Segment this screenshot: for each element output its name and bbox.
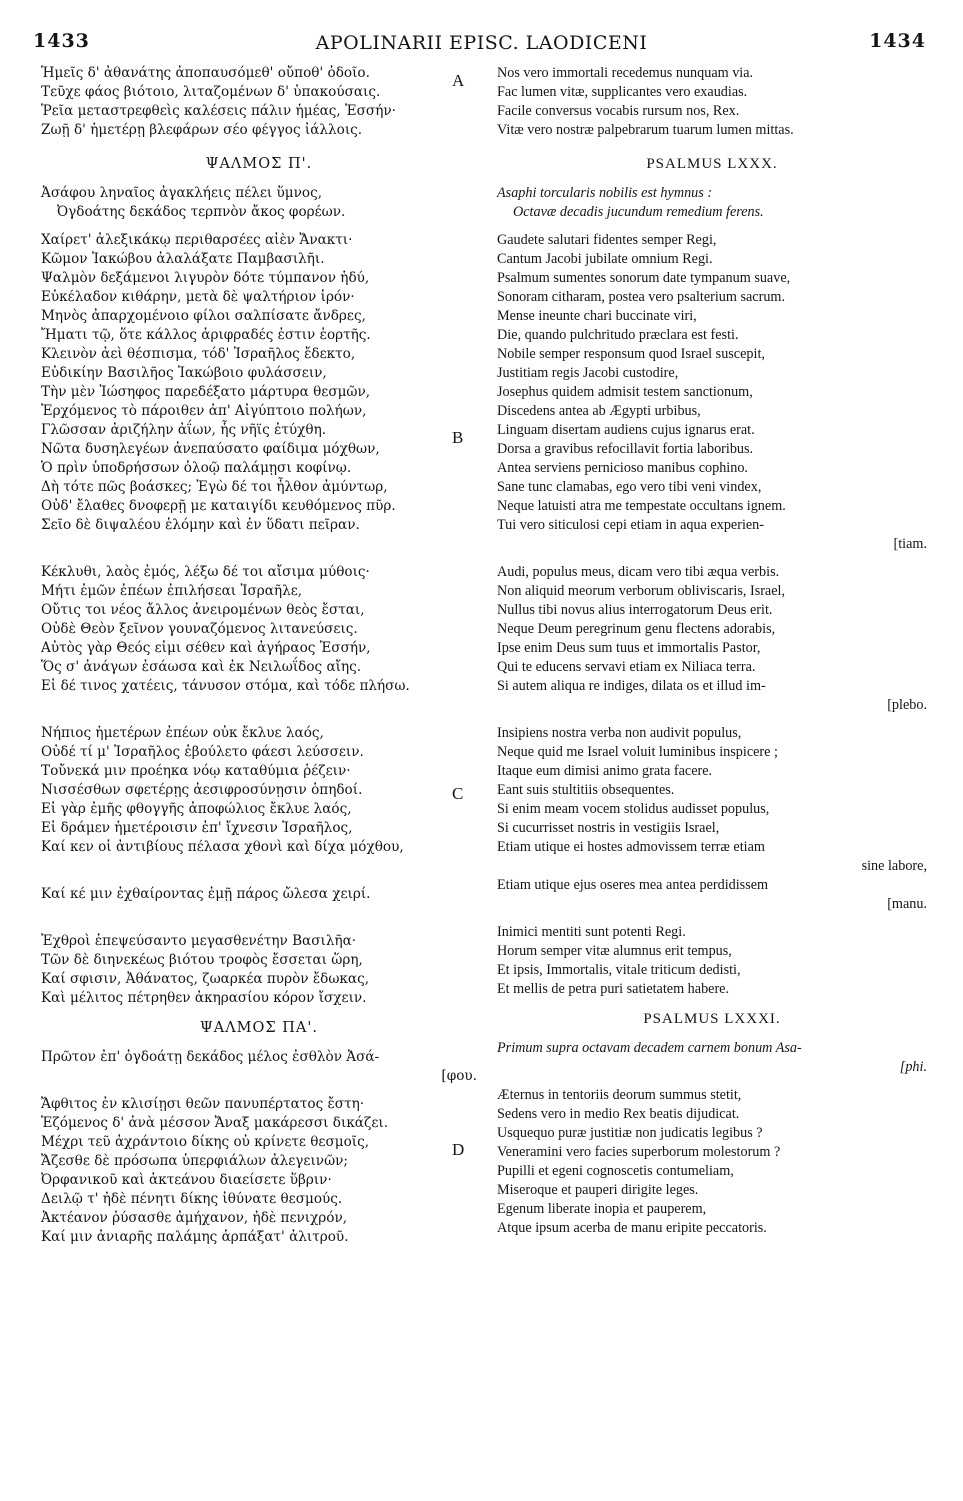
page-number-left: 1433	[33, 30, 90, 52]
text-line: Καί κεν οἱ ἀντιβίους πέλασα χθονὶ καὶ δίχα μόχθου,	[41, 839, 404, 855]
text-line: Et ipsis, Immortalis, vitale triticum dedisti,	[497, 962, 741, 978]
text-line: Καὶ μέλιτος πέτρηθεν ἀκηρασίου κόρον ἴσχειν.	[41, 990, 367, 1006]
text-line: Linguam disertam audiens cujus ignarus erat.	[497, 422, 755, 438]
text-line: Δὴ τότε πῶς βοάσκες; Ἐγὼ δέ τοι ἦλθον ἀμύντωρ,	[41, 479, 388, 495]
text-line: Josephus quidem admisit testem sanctionum,	[497, 384, 753, 400]
text-line: Εἰ δράμεν ἡμετέροισιν ἐπ' ἴχνεσιν Ἰσραῆλος,	[41, 820, 353, 836]
text-line: Αὐτὸς γὰρ Θεός εἰμι σέθεν καὶ ἀγήραος Ἐσσήν,	[41, 640, 371, 656]
text-line: Egenum liberate inopia et pauperem,	[497, 1201, 707, 1217]
text-line: Καί μιν ἀνιαρῆς παλάμης ἁρπάξατ' ἀλιτροῦ.	[41, 1229, 349, 1245]
text-line: Sane tunc clamabas, ego vero tibi veni vindex,	[497, 479, 762, 495]
text-line: Ψαλμὸν δεξάμενοι λιγυρὸν δότε τύμπανον ἡδύ,	[41, 270, 370, 286]
text-line: Καί σφισιν, Ἀθάνατος, ζωαρκέα πυρὸν ἔδωκας,	[41, 971, 370, 987]
text-line: Audi, populus meus, dicam vero tibi æqua verbis.	[497, 564, 780, 580]
text-line: Gaudete salutari fidentes semper Regi,	[497, 232, 717, 248]
text-line: Ὀρφανικοῦ καὶ ἀκτεάνου διαείσετε ὕβριν·	[41, 1172, 332, 1188]
text-line: Usquequo puræ justitiæ non judicatis legibus ?	[497, 1125, 763, 1141]
greek-stanza-3	[41, 724, 477, 857]
psalm-81-intro: [phi.	[899, 1059, 927, 1075]
psalm-81-heading: ΨΑΛΜΟΣ ΠΑ'.	[200, 1020, 318, 1036]
psalm-81-intro: Primum supra octavam decadem carnem bonum Asa-	[497, 1040, 802, 1056]
text-line: Ὅς σ' ἀνάγων ἐσάωσα καὶ ἐκ Νειλωΐδος αἴης.	[41, 659, 362, 675]
psalm-80-intro: Octavæ decadis jucundum remedium ferens.	[513, 204, 764, 220]
text-line: Horum semper vitæ alumnus erit tempus,	[497, 943, 732, 959]
text-line: Τεῦχε φάος βιότοιο, λιταζομένων δ' ὑπακούσαις.	[41, 84, 381, 100]
text-line: Discedens antea ab Ægypti urbibus,	[497, 403, 701, 419]
text-line: Atque ipsum acerba de manu eripite peccatoris.	[497, 1220, 767, 1236]
text-line: Cantum Jacobi jubilate omnium Regi.	[497, 251, 713, 267]
text-line: Μέχρι τεῦ ἀχράντοιο δίκης οὐ κρίνετε θεσμοῖς,	[41, 1134, 370, 1150]
text-line: Facile conversus vocabis rursum nos, Rex.	[497, 103, 740, 119]
text-line: Vitæ vero nostræ palpebrarum tuarum lumen mittas.	[497, 122, 794, 138]
text-line: Miseroque et pauperi dirigite leges.	[497, 1182, 699, 1198]
text-line: Εὐκέλαδον κιθάρην, μετὰ δὲ ψαλτήριον ἱρόν·	[41, 289, 355, 305]
text-line: Ἑζόμενος δ' ἀνὰ μέσσον Ἄναξ μακάρεσσι δικάζει.	[41, 1115, 389, 1131]
psalm-80-intro: Asaphi torcularis nobilis est hymnus :	[497, 185, 713, 201]
text-line: Ἤματι τῷ, ὅτε κάλλος ἀριφραδές ἐστιν ἑορτῆς.	[41, 327, 371, 343]
text-line: Εἰ γὰρ ἐμῆς φθογγῆς ἀποφώλιος ἔκλυε λαός,	[41, 801, 352, 817]
text-line: Tui vero siticulosi cepi etiam in aqua experien-	[497, 517, 764, 533]
latin-stanza-3	[497, 724, 927, 914]
text-line-continuation: [tiam.	[893, 536, 927, 552]
text-line: Οὐδέ τί μ' Ἰσραῆλος ἐβούλετο φάεσι λεύσσειν.	[41, 744, 364, 760]
greek-stanza-1	[41, 231, 477, 535]
psalm-80-heading: PSALMUS LXXX.	[646, 156, 778, 172]
margin-letter-b: B	[452, 428, 464, 447]
text-line: Sonoram citharam, postea vero psalterium sacrum.	[497, 289, 785, 305]
text-line: Ἄζεσθε δὲ πρόσωπα ὑπερφιάλων ἀλεγεινῶν;	[41, 1153, 348, 1169]
text-line: Sedens vero in medio Rex beatis dijudicat.	[497, 1106, 740, 1122]
text-line: Antea serviens pernicioso manibus cophino.	[497, 460, 748, 476]
text-line: Ὁ πρὶν ὑποδρήσσων ὀλοῷ παλάμῃσι κοφίνῳ.	[41, 460, 352, 476]
text-line-continuation: sine labore,	[861, 858, 927, 874]
text-line: Γλῶσσαν ἀριζήλην ἀΐων, ἧς νῆϊς ἐτύχθη.	[41, 422, 327, 438]
latin-top-block	[497, 64, 927, 140]
page-header	[0, 26, 963, 60]
text-line: Non aliquid meorum verborum obliviscaris, Israel,	[497, 583, 786, 599]
text-line: Si cucurrisset nostris in vestigiis Israel,	[497, 820, 720, 836]
text-line: Μήτι ἐμῶν ἐπέων ἐπιλήσεαι Ἰσραῆλε,	[41, 583, 303, 599]
latin-psalm-81-stanza	[497, 1086, 927, 1238]
latin-stanza-1	[497, 231, 927, 554]
psalm-80-intro: Ἀσάφου ληναῖος ἀγακλήεις πέλει ὕμνος,	[41, 185, 323, 201]
text-line: Itaque eum dimisi animo grata facere.	[497, 763, 713, 779]
text-line: Ἡμεῖς δ' ἀθανάτης ἀποπαυσόμεθ' οὔποθ' ὁδοῖο.	[41, 65, 370, 81]
text-line: Æternus in tentoriis deorum summus stetit,	[497, 1087, 742, 1103]
text-line: Οὔτις τοι νέος ἄλλος ἀνειρομένων θεὸς ἔσται,	[41, 602, 365, 618]
text-line: Κῶμον Ἰακώβου ἀλαλάξατε Παμβασιλῆι.	[41, 251, 325, 267]
text-line: Qui te educens servavi etiam ex Niliaca terra.	[497, 659, 756, 675]
text-line: Etiam utique ei hostes admovissem terræ etiam	[497, 839, 765, 855]
margin-letter-c: C	[452, 784, 464, 803]
text-line: Nos vero immortali recedemus nunquam via.	[497, 65, 754, 81]
psalm-80-intro: Ὀγδοάτης δεκάδος τερπνὸν ἄκος φορέων.	[57, 204, 346, 220]
text-line: Τῶν δὲ διηνεκέως βιότου τροφὸς ἔσσεται ὥρη,	[41, 952, 363, 968]
psalm-80-heading: ΨΑΛΜΟΣ Π'.	[205, 156, 313, 172]
text-line: Τοὔνεκά μιν προέηκα νόῳ καταθύμια ῥέζειν·	[41, 763, 351, 779]
text-line: Οὐδὲ Θεὸν ξεῖνον γουναζόμενος λιτανεύσεις.	[41, 621, 358, 637]
text-line: Pupilli et egeni cognoscetis contumeliam,	[497, 1163, 734, 1179]
text-line: Σεῖο δὲ διψαλέου ἑλόμην καὶ ἐν ὕδατι πεῖραν.	[41, 517, 360, 533]
text-line: Ipse enim Deus sum tuus et immortalis Pastor,	[497, 640, 761, 656]
greek-top-block	[41, 64, 477, 140]
text-line: Εἰ δέ τινος χατέεις, τάνυσον στόμα, καὶ τόδε πλήσω.	[41, 678, 410, 694]
text-line: Justitiam regis Jacobi custodire,	[497, 365, 679, 381]
text-line: Οὐδ' ἔλαθες δνοφερῇ με καταιγίδι κευθόμενος πῦρ.	[41, 498, 396, 514]
text-line: Die, quando pulchritudo præclara est festi.	[497, 327, 739, 343]
page-number-right: 1434	[869, 30, 926, 52]
text-line: Eant suis stultitiis obsequentes.	[497, 782, 675, 798]
text-line: Δειλῷ τ' ἠδὲ πένητι δίκης ἰθύνατε θεσμούς.	[41, 1191, 343, 1207]
text-line: Fac lumen vitæ, supplicantes vero exaudias.	[497, 84, 748, 100]
psalm-81-intro: [φου.	[441, 1068, 477, 1084]
text-line: Etiam utique ejus oseres mea antea perdidissem	[497, 877, 769, 893]
text-line: Νισσέσθων σφετέρῃς ἀεσιφροσύνῃσιν ὁπηδοί.	[41, 782, 363, 798]
text-line: Τὴν μὲν Ἰώσηφος παρεδέξατο μάρτυρα θεσμῶν,	[41, 384, 371, 400]
text-line: Ἀκτέανον ῥύσασθε ἀμήχανον, ἠδὲ πενιχρόν,	[41, 1210, 348, 1226]
text-line: Χαίρετ' ἀλεξικάκῳ περιθαρσέες αἰὲν Ἄνακτι·	[41, 232, 353, 248]
text-line: Εὐδικίην Βασιλῆος Ἰακώβοιο φυλάσσειν,	[41, 365, 327, 381]
running-title: APOLINARII EPISC. LAODICENI	[315, 32, 648, 54]
text-line: Ζωῇ δ' ἡμετέρῃ βλεφάρων σέο φέγγος ἰάλλοις.	[41, 122, 363, 138]
text-line: Neque latuisti atra me tempestate occultans ignem.	[497, 498, 786, 514]
margin-letter-a: A	[452, 71, 465, 90]
text-line: Psalmum sumentes sonorum date tympanum suave,	[497, 270, 791, 286]
text-line: Neque Deum peregrinum genu flectens adorabis,	[497, 621, 776, 637]
text-line: Inimici mentiti sunt potenti Regi.	[497, 924, 686, 940]
text-line: Ἄφθιτος ἐν κλισίῃσι θεῶν πανυπέρτατος ἔστη·	[41, 1096, 365, 1112]
text-line: Ῥεῖα μεταστρεφθεὶς καλέσεις πάλιν ἡμέας, Ἐσσήν·	[41, 103, 396, 119]
text-line-continuation: [plebo.	[887, 697, 927, 713]
text-line: Nobile semper responsum quod Israel suscepit,	[497, 346, 765, 362]
latin-column	[497, 64, 927, 1238]
greek-column	[41, 64, 477, 1247]
text-line: Dorsa a gravibus refocillavit fortia laboribus.	[497, 441, 754, 457]
text-line: Et mellis de petra puri satietatem habere.	[497, 981, 730, 997]
text-line: Κλεινὸν ἀεὶ θέσπισμα, τόδ' Ἰσραῆλος ἔδεκτο,	[41, 346, 356, 362]
text-line: Si autem aliqua re indiges, dilata os et illud im-	[497, 678, 766, 694]
greek-stanza-2	[41, 563, 477, 696]
psalm-81-intro: Πρῶτον ἐπ' ὀγδοάτῃ δεκάδος μέλος ἐσθλὸν Ἀσά-	[41, 1049, 380, 1065]
text-line: Νῶτα δυσηλεγέων ἀνεπαύσατο φαίδιμα μόχθων,	[41, 441, 380, 457]
latin-stanza-4	[497, 923, 927, 999]
text-line: Κέκλυθι, λαὸς ἐμός, λέξω δέ τοι αἴσιμα μύθοις·	[41, 564, 370, 580]
text-line-continuation: [manu.	[887, 896, 927, 912]
margin-letter-d: D	[452, 1140, 465, 1159]
text-line: Insipiens nostra verba non audivit populus,	[497, 725, 742, 741]
text-line: Ἐρχόμενος τὸ πάροιθεν ἀπ' Αἰγύπτοιο πολήων,	[41, 403, 367, 419]
text-line: Μηνὸς ἀπαρχομένοιο φίλοι σαλπίσατε ἄνδρες,	[41, 308, 366, 324]
text-line: Mense ineunte chari buccinate viri,	[497, 308, 697, 324]
text-line: Neque quid me Israel voluit luminibus inspicere ;	[497, 744, 778, 760]
text-line: Veneramini vero facies superborum molestorum ?	[497, 1144, 781, 1160]
text-line: Καί κέ μιν ἐχθαίροντας ἐμῇ πάρος ὤλεσα χειρί.	[41, 886, 371, 902]
psalm-81-heading: PSALMUS LXXXI.	[643, 1011, 781, 1027]
latin-stanza-2	[497, 563, 927, 715]
text-line: Νήπιος ἡμετέρων ἐπέων οὐκ ἔκλυε λαός,	[41, 725, 324, 741]
greek-stanza-4	[41, 932, 477, 1008]
greek-psalm-81-stanza	[41, 1095, 477, 1247]
text-line: Nullus tibi novus alius interrogatorum Deus erit.	[497, 602, 773, 618]
text-line: Si enim meam vocem stolidus audisset populus,	[497, 801, 770, 817]
text-line: Ἐχθροὶ ἐπεψεύσαντο μεγασθενέτην Βασιλῆα·	[41, 933, 357, 949]
